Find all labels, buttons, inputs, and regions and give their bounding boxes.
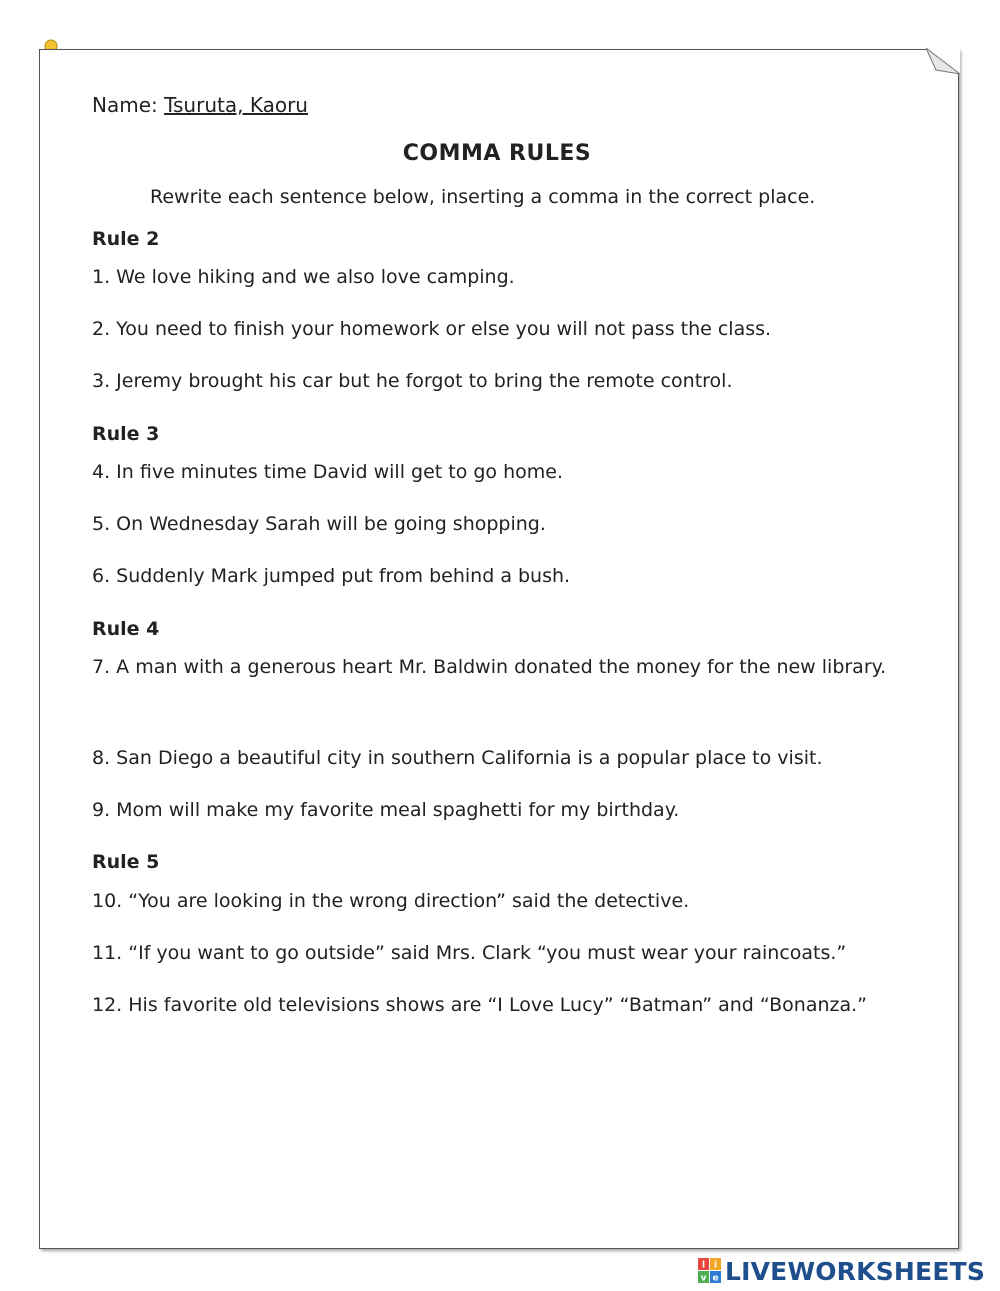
logo-letter: v — [700, 1273, 707, 1284]
logo-letter: l — [701, 1260, 706, 1271]
question-3: 3. Jeremy brought his car but he forgot to bring the remote control. — [92, 370, 733, 392]
question-12: 12. His favorite old televisions shows are “I Love Lucy” “Batman” and “Bonanza.” — [92, 994, 868, 1016]
instructions: Rewrite each sentence below, inserting a comma in the correct place. — [150, 186, 816, 208]
liveworksheets-brand — [698, 1257, 985, 1285]
rule-heading: Rule 4 — [92, 618, 160, 640]
page-curl-icon — [926, 48, 960, 74]
logo-letter: i — [713, 1260, 718, 1271]
rule-heading: Rule 2 — [92, 228, 160, 250]
question-8: 8. San Diego a beautiful city in southern California is a popular place to visit. — [92, 747, 823, 769]
question-11: 11. “If you want to go outside” said Mrs. Clark “you must wear your raincoats.” — [92, 942, 847, 964]
brand-name: LIVEWORKSHEETS — [725, 1256, 986, 1286]
name-label: Name: — [92, 93, 158, 117]
name-value[interactable]: Tsuruta, Kaoru — [164, 93, 308, 117]
question-4: 4. In five minutes time David will get to go home. — [92, 461, 564, 483]
rule-heading: Rule 3 — [92, 423, 160, 445]
question-10: 10. “You are looking in the wrong direction” said the detective. — [92, 890, 690, 912]
question-9: 9. Mom will make my favorite meal spaghetti for my birthday. — [92, 799, 680, 821]
name-line — [92, 93, 308, 117]
question-5: 5. On Wednesday Sarah will be going shopping. — [92, 513, 546, 535]
question-2: 2. You need to finish your homework or else you will not pass the class. — [92, 318, 772, 340]
logo-letter: e — [712, 1273, 719, 1284]
page-title: COMMA RULES — [402, 141, 592, 166]
liveworksheets-logo-icon — [698, 1258, 722, 1284]
question-6: 6. Suddenly Mark jumped put from behind a bush. — [92, 565, 571, 587]
question-1: 1. We love hiking and we also love camping. — [92, 266, 515, 288]
rule-heading: Rule 5 — [92, 851, 160, 873]
question-7: 7. A man with a generous heart Mr. Baldwin donated the money for the new library. — [92, 656, 887, 678]
